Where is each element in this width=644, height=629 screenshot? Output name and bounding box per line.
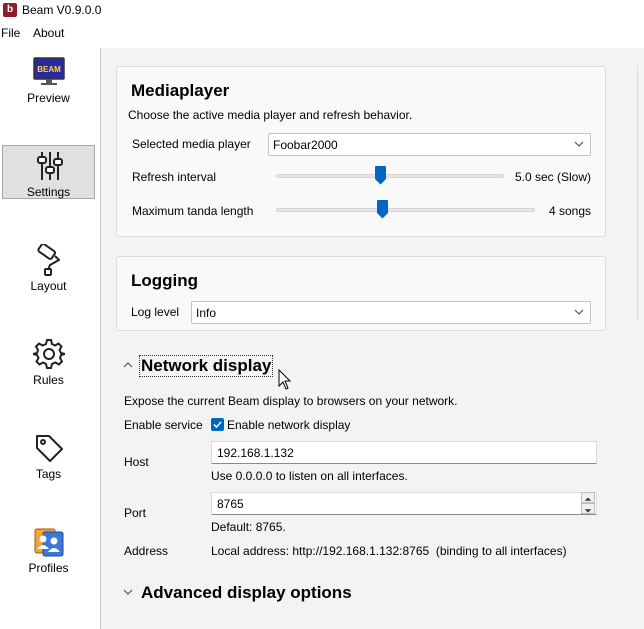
port-decrement-button[interactable] bbox=[581, 503, 595, 514]
sidebar-nav bbox=[0, 48, 101, 629]
sidebar-item-tags[interactable] bbox=[2, 428, 95, 482]
sidebar-item-label: Profiles bbox=[28, 561, 69, 575]
tanda-length-value: 4 songs bbox=[548, 204, 591, 218]
media-player-select[interactable] bbox=[268, 133, 591, 156]
tanda-length-label: Maximum tanda length bbox=[132, 204, 254, 218]
enable-service-label: Enable service bbox=[124, 418, 203, 432]
refresh-interval-track bbox=[276, 174, 504, 178]
network-display-header[interactable]: Network display bbox=[141, 356, 272, 375]
host-hint: Use 0.0.0.0 to listen on all interfaces. bbox=[211, 469, 408, 483]
svg-text:BEAM: BEAM bbox=[37, 65, 61, 74]
window-title: Beam V0.9.0.0 bbox=[22, 3, 102, 17]
chevron-up-icon[interactable] bbox=[123, 361, 133, 369]
logging-title: Logging bbox=[131, 271, 199, 290]
log-level-value: Info bbox=[196, 306, 217, 320]
log-level-select[interactable] bbox=[191, 301, 591, 324]
title-bar bbox=[0, 0, 644, 22]
tanda-length-track bbox=[276, 208, 535, 212]
port-value: 8765 bbox=[217, 497, 244, 511]
address-label: Address bbox=[124, 544, 169, 558]
chevron-down-icon bbox=[574, 137, 584, 151]
sidebar-item-label: Rules bbox=[33, 373, 64, 387]
chevron-down-icon bbox=[574, 305, 584, 319]
network-description: Expose the current Beam display to browsers on your network. bbox=[124, 394, 458, 408]
beam-monitor-icon bbox=[33, 56, 65, 88]
port-increment-button[interactable] bbox=[581, 492, 595, 503]
log-level-label: Log level bbox=[131, 305, 180, 319]
sidebar-item-rules[interactable] bbox=[2, 334, 95, 388]
app-icon: b bbox=[3, 3, 17, 17]
media-player-value: Foobar2000 bbox=[273, 138, 338, 152]
refresh-interval-slider[interactable] bbox=[375, 166, 386, 185]
enable-network-label: Enable network display bbox=[227, 418, 351, 432]
adjacent-card-edge bbox=[637, 66, 644, 320]
enable-network-checkbox[interactable] bbox=[211, 418, 224, 431]
sidebar-item-preview[interactable] bbox=[2, 52, 95, 106]
mediaplayer-card bbox=[116, 66, 606, 237]
mediaplayer-title: Mediaplayer bbox=[131, 81, 230, 100]
sidebar-item-profiles[interactable] bbox=[2, 522, 95, 576]
refresh-interval-label: Refresh interval bbox=[132, 170, 217, 184]
tag-icon bbox=[33, 432, 65, 464]
tanda-length-slider[interactable] bbox=[377, 200, 388, 219]
host-value: 192.168.1.132 bbox=[217, 446, 294, 460]
sidebar-item-label: Layout bbox=[30, 279, 67, 293]
port-input[interactable] bbox=[211, 492, 597, 515]
advanced-options-header[interactable]: Advanced display options bbox=[141, 583, 352, 602]
mediaplayer-subtitle: Choose the active media player and refresh behavior. bbox=[128, 108, 413, 122]
sidebar-item-label: Settings bbox=[26, 185, 71, 199]
mouse-cursor-icon bbox=[278, 369, 292, 391]
port-label: Port bbox=[124, 506, 147, 520]
checkmark-icon bbox=[211, 418, 224, 431]
menu-bar bbox=[0, 24, 644, 42]
sidebar-item-label: Tags bbox=[35, 467, 62, 481]
sidebar-item-layout[interactable] bbox=[2, 240, 95, 294]
host-label: Host bbox=[124, 455, 149, 469]
paint-roller-icon bbox=[33, 244, 65, 276]
menu-about[interactable]: About bbox=[33, 26, 65, 40]
sidebar-item-label: Preview bbox=[27, 91, 70, 105]
refresh-interval-value: 5.0 sec (Slow) bbox=[514, 170, 591, 184]
logging-card bbox=[116, 256, 606, 331]
caret-down-icon bbox=[582, 506, 594, 515]
address-value: Local address: http://192.168.1.132:8765 (binding to all interfaces) bbox=[211, 544, 567, 558]
chevron-down-icon[interactable] bbox=[123, 588, 133, 596]
media-player-label: Selected media player bbox=[132, 137, 251, 151]
port-hint: Default: 8765. bbox=[211, 520, 286, 534]
host-input[interactable] bbox=[211, 441, 597, 464]
gear-icon bbox=[33, 338, 65, 370]
profiles-icon bbox=[33, 526, 65, 558]
settings-panel bbox=[101, 48, 644, 629]
sidebar-item-settings[interactable] bbox=[2, 145, 95, 199]
sliders-icon bbox=[34, 150, 66, 182]
menu-file[interactable]: File bbox=[1, 26, 21, 40]
